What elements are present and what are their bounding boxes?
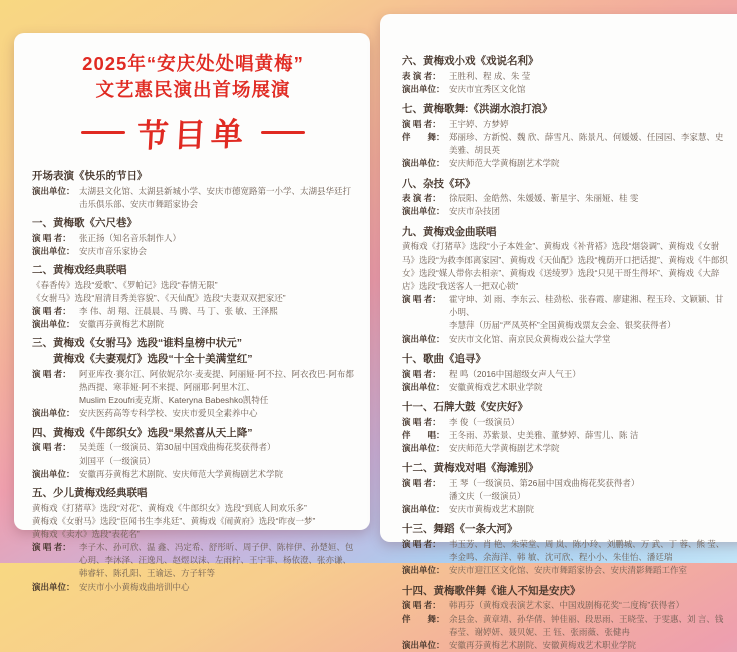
credit-row — [402, 83, 728, 96]
credit-row — [402, 429, 728, 442]
credit-label: 演出单位： — [32, 185, 75, 196]
credit-text: 安庆市杂技团 — [449, 206, 501, 217]
credit-text: 李 伟、胡 翔、汪晨晨、马 腾、马 丁、张 敏、王泽熙 — [79, 306, 278, 317]
credit-value — [79, 407, 354, 420]
credit-row — [32, 368, 354, 408]
credit-label: 演 唱 者： — [32, 368, 71, 379]
credit-label: 演 唱 者： — [32, 232, 71, 243]
program-section — [402, 400, 728, 455]
credit-text: 安徽再芬黄梅艺术剧院、安庆师范大学黄梅剧艺术学院 — [79, 468, 284, 479]
credit-text: 太湖县文化馆、太湖县新城小学、安庆市德宽路第一小学、太湖县华廷打击乐俱乐部、安庆市舞蹈家协会 — [79, 185, 352, 209]
section-credits-list — [32, 232, 354, 258]
credit-row — [32, 245, 354, 258]
credit-row — [402, 157, 728, 170]
program-section — [402, 522, 728, 577]
credit-row — [32, 305, 354, 318]
credit-text: 李 俊（一级演员） — [449, 416, 520, 427]
credit-row — [32, 581, 354, 594]
program-desc-line: 黄梅戏《卖水》选段“表花名” — [32, 528, 140, 539]
credit-row — [402, 503, 728, 516]
credit-value — [79, 441, 354, 467]
credit-text: 安庆师范大学黄梅剧艺术学院 — [449, 158, 560, 169]
credit-value — [449, 381, 728, 394]
section-title: 开场表演《快乐的节日》 — [32, 169, 148, 182]
banner-dash-left — [81, 131, 125, 134]
program-section — [402, 352, 728, 394]
program-page-left — [14, 33, 370, 592]
program-section — [402, 177, 728, 219]
section-credits-list — [32, 368, 354, 421]
credit-row — [32, 318, 354, 331]
credit-text: 程 鸣（2016中国超级女声人气王） — [449, 368, 581, 379]
program-desc-line: 黄梅戏《女驸马》选段“臣闻书生李兆廷”、黄梅戏《闹黄府》选段“昨夜一梦” — [32, 515, 316, 526]
credit-row — [402, 416, 728, 429]
credit-label: 演 唱 者： — [32, 306, 71, 317]
section-title: 三、黄梅戏《女驸马》选段“谁料皇榜中状元” — [32, 337, 242, 350]
credit-row — [402, 381, 728, 394]
credit-label: 演出单位： — [32, 468, 75, 479]
program-section — [32, 263, 354, 331]
credit-text: 安庆市宜秀区文化馆 — [449, 83, 526, 94]
credit-label: 演出单位： — [402, 639, 445, 650]
program-list-banner — [32, 110, 354, 156]
event-title-line2: 文艺惠民演出首场展演 — [95, 78, 291, 100]
program-desc-line: 《春香传》选段“爱歌”、《罗帕记》选段“春情无限” — [32, 279, 218, 290]
credit-text: 徐辰阳、金皓然、朱媛媛、靳星宇、朱丽娅、桂 雯 — [449, 193, 639, 204]
credit-value — [79, 185, 354, 211]
credit-value — [449, 368, 728, 381]
program-desc-line: 黄梅戏《打猪草》选段“小子本姓金”、黄梅戏《补背褡》选段“烟袋调”、黄梅戏《女驸马》选段“为救李郎离家园”、黄梅戏《天仙配》选段“槐荫开口把话提”、黄梅戏《牛郎织女》选段“媒人带你去相亲”、黄梅戏《送绫罗》选段“只见干哥生得坏”、黄梅戏《大辞店》选段“我送客人一把双心锁” — [402, 241, 728, 291]
credit-value — [449, 442, 728, 455]
credit-label: 演出单位： — [32, 319, 75, 330]
credit-label: 演出单位： — [32, 581, 75, 592]
credit-label: 演 唱 者： — [32, 442, 71, 453]
section-title: 十一、石牌大鼓《安庆好》 — [402, 400, 528, 413]
section-title: 十三、舞蹈《一条大河》 — [402, 523, 518, 536]
credit-label: 演出单位： — [402, 504, 445, 515]
credit-text: 李子木、孙可欣、温 鑫、冯定希、舒彤昕、周子伊、陈梓伊、孙楚姮、包心玥、李沐泽、汪逸凡、赵煜以沫、左雨柠、王宁菲、杨依澄、张亦谦、韩睿轩、陈孔阳、王谕远、方子轩等 — [79, 542, 354, 579]
credit-value — [449, 416, 728, 429]
section-credits-list — [402, 118, 728, 171]
credit-text-line2: 刘国平（一级演员） — [79, 455, 156, 466]
section-title: 六、黄梅戏小戏《戏说名利》 — [402, 55, 539, 67]
credit-label: 伴 舞： — [402, 132, 445, 143]
credit-value — [79, 541, 354, 581]
right-sections-list — [402, 54, 728, 652]
program-section — [402, 54, 728, 96]
credit-label: 表 演 者： — [402, 70, 441, 81]
banner-dash-right — [261, 131, 305, 134]
section-credits-list — [402, 293, 728, 346]
credit-label: 演出单位： — [402, 381, 445, 392]
credit-value — [449, 118, 728, 131]
credit-row — [32, 185, 354, 211]
section-desc-list — [32, 279, 354, 305]
credit-row — [402, 599, 728, 612]
credit-text: 安徽再芬黄梅艺术剧院、安徽黄梅戏艺术职业学院 — [449, 639, 637, 650]
credit-row — [402, 368, 728, 381]
banner-title: 节目单 — [136, 114, 250, 155]
section-title: 十、歌曲《追寻》 — [402, 352, 486, 365]
credit-label: 演 唱 者： — [402, 477, 441, 488]
section-title: 七、黄梅歌舞:《洪湖水浪打浪》 — [402, 103, 553, 116]
credit-row — [402, 70, 728, 83]
credit-text-line2: Muslim Ezoufri麦克斯、Kateryna Babeshko凯特任 — [79, 395, 269, 406]
credit-label: 演 唱 者： — [402, 539, 441, 550]
credit-text: 余县金、黄章靖、孙华倩、钟佳丽、段思雨、王晓莹、于雯惠、刘 言、钱春莹、谢婷妍、聂贝妮、王 钰、张雨薇、张健冉 — [449, 613, 724, 637]
section-credits-list — [32, 305, 354, 331]
program-section — [32, 336, 354, 420]
credit-label: 表 演 者： — [402, 193, 441, 204]
credit-value — [449, 477, 728, 503]
credit-text-line2: 李慧萍（历届“严凤英杯”全国黄梅戏票友会金、银奖获得者） — [449, 320, 676, 331]
credit-row — [402, 564, 728, 577]
credit-value — [79, 245, 354, 258]
credit-row — [32, 441, 354, 467]
section-title-line2: 黄梅戏《夫妻观灯》选段“十全十美满堂红” — [53, 353, 253, 366]
credit-text: 韦玉芳、肖 艳、朱荣堂、周 岚、陈小玲、刘鹏城、万 武、丁 蓉、熊 莹、李金鸣、余海洋、韩 敏、沈可欣、程小小、朱佳怡、潘廷瑞 — [449, 539, 725, 563]
left-sections-list — [32, 169, 354, 594]
program-page-right — [380, 14, 737, 650]
credit-value — [79, 232, 354, 245]
section-title: 十二、黄梅戏对唱《海滩别》 — [402, 462, 539, 475]
credit-value — [449, 599, 728, 612]
credit-value — [79, 318, 354, 331]
credit-text: 郑丽珍、方新悦、魏 欣、薛雪凡、陈景凡、何媛媛、任园园、李家慧、史美雅、胡艮英 — [449, 132, 724, 156]
credit-row — [32, 468, 354, 481]
section-desc-list — [402, 240, 728, 293]
credit-text: 安庆市文化馆、南京民众黄梅戏公益大学堂 — [449, 333, 611, 344]
credit-value — [449, 613, 728, 639]
credit-label: 演出单位： — [402, 565, 445, 576]
section-credits-list — [402, 477, 728, 517]
section-credits-list — [32, 541, 354, 594]
section-title: 八、杂技《环》 — [402, 177, 476, 190]
credit-value — [449, 131, 728, 157]
section-title: 九、黄梅戏金曲联唱 — [402, 225, 497, 238]
program-section — [32, 486, 354, 594]
credit-text: 安庆市黄梅戏艺术剧院 — [449, 504, 535, 515]
credit-text-line2: 潘文庆（一级演员） — [449, 491, 526, 502]
credit-row — [402, 442, 728, 455]
section-credits-list — [32, 185, 354, 211]
program-section — [32, 426, 354, 481]
credit-text: 安庆医药高等专科学校、安庆市爱贝全素养中心 — [79, 408, 258, 419]
credit-value — [449, 564, 728, 577]
program-section — [402, 102, 728, 170]
credit-text: 张正扬（知名音乐制作人） — [79, 232, 182, 243]
credit-label: 演 唱 者： — [402, 600, 441, 611]
credit-row — [402, 538, 728, 564]
section-credits-list — [402, 192, 728, 218]
credit-label: 演 唱 者： — [402, 368, 441, 379]
event-title-line1: 2025年“安庆处处唱黄梅” — [82, 53, 304, 74]
program-desc-line: 黄梅戏《打猪草》选段“对花”、黄梅戏《牛郎织女》选段“到底人间欢乐多” — [32, 502, 307, 513]
section-credits-list — [402, 416, 728, 456]
credit-row — [402, 639, 728, 652]
credit-label: 演 唱 者： — [402, 118, 441, 129]
credit-text: 霍守坤、刘 雨、李东云、桂劲松、张春霞、廖建湘、程玉玲、文颖颖、甘小明、 — [449, 294, 724, 318]
credit-label: 演 唱 者： — [402, 294, 441, 305]
credit-text: 安庆市小小黄梅戏曲培训中心 — [79, 581, 190, 592]
credit-row — [402, 205, 728, 218]
credit-text: 王胜利、程 成、朱 莹 — [449, 70, 531, 81]
credit-label: 伴 舞： — [402, 613, 445, 624]
program-section — [32, 216, 354, 258]
credit-text: 王冬雨、苏紫景、史美雅、董梦婷、薛雪儿、陈 洁 — [449, 429, 639, 440]
section-title: 四、黄梅戏《牛郎织女》选段“果然喜从天上降” — [32, 426, 253, 439]
credit-value — [449, 205, 728, 218]
credit-label: 演出单位： — [402, 333, 445, 344]
credit-text: 安庆市音乐家协会 — [79, 245, 148, 256]
program-section — [402, 584, 728, 652]
credit-text: 安庆师范大学黄梅剧艺术学院 — [449, 442, 560, 453]
credit-value — [449, 70, 728, 83]
section-title: 十四、黄梅歌伴舞《谁人不知是安庆》 — [402, 584, 581, 597]
section-title: 五、少儿黄梅戏经典联唱 — [32, 486, 148, 499]
credit-row — [402, 118, 728, 131]
credit-text: 阿亚库孜·赛尔江、阿依妮尕尔·麦麦提、阿丽娅·阿不拉、阿衣孜巴·阿布都热西提、寒菲娅·阿不来提、阿丽耶·阿里木江、 — [79, 368, 354, 393]
credit-label: 演出单位： — [402, 83, 445, 94]
section-title: 二、黄梅戏经典联唱 — [32, 263, 127, 276]
credit-text: 安徽黄梅戏艺术职业学院 — [449, 381, 543, 392]
credit-label: 演出单位： — [402, 158, 445, 169]
credit-value — [449, 157, 728, 170]
credit-row — [402, 613, 728, 639]
credit-row — [402, 293, 728, 333]
credit-row — [32, 232, 354, 245]
credit-text: 安庆市迎江区文化馆、安庆市舞蹈家协会、安庆清影舞蹈工作室 — [449, 565, 688, 576]
credit-row — [32, 541, 354, 581]
credit-label: 演出单位： — [402, 206, 445, 217]
credit-label: 演 唱 者： — [32, 542, 71, 553]
credit-text: 吴美莲（一级演员、第30届中国戏曲梅花奖获得者） — [79, 442, 276, 453]
credit-text: 安徽再芬黄梅艺术剧院 — [79, 319, 165, 330]
credit-value — [449, 538, 728, 564]
credit-value — [79, 305, 354, 318]
credit-text: 韩再芬（黄梅戏表演艺术家、中国戏剧梅花奖“二度梅”获得者） — [449, 600, 685, 611]
credit-value — [79, 368, 354, 408]
credit-label: 伴 唱： — [402, 429, 445, 440]
credit-row — [402, 192, 728, 205]
section-credits-list — [402, 70, 728, 96]
credit-row — [402, 477, 728, 503]
credit-row — [32, 407, 354, 420]
section-credits-list — [32, 441, 354, 481]
credit-row — [402, 333, 728, 346]
section-desc-list — [32, 502, 354, 542]
credit-value — [449, 503, 728, 516]
credit-label: 演出单位： — [32, 245, 75, 256]
section-credits-list — [402, 368, 728, 394]
credit-label: 演 唱 者： — [402, 416, 441, 427]
credit-value — [449, 192, 728, 205]
credit-value — [449, 333, 728, 346]
section-credits-list — [402, 599, 728, 652]
credit-text: 王宇婷、方梦婷 — [449, 118, 509, 129]
program-section — [402, 461, 728, 516]
credit-text: 王 琴（一级演员、第26届中国戏曲梅花奖获得者） — [449, 477, 640, 488]
credit-value — [449, 639, 728, 652]
credit-value — [449, 83, 728, 96]
section-credits-list — [402, 538, 728, 578]
section-title: 一、黄梅歌《六尺巷》 — [32, 216, 137, 229]
program-section — [32, 169, 354, 211]
credit-label: 演出单位： — [402, 442, 445, 453]
program-section — [402, 225, 728, 346]
credit-value — [449, 293, 728, 333]
credit-label: 演出单位： — [32, 408, 75, 419]
credit-row — [402, 131, 728, 157]
credit-value — [79, 468, 354, 481]
credit-value — [449, 429, 728, 442]
program-desc-line: 《女驸马》选段“眉清目秀美容貌”、《天仙配》选段“夫妻双双把家还” — [32, 292, 286, 303]
credit-value — [79, 581, 354, 594]
